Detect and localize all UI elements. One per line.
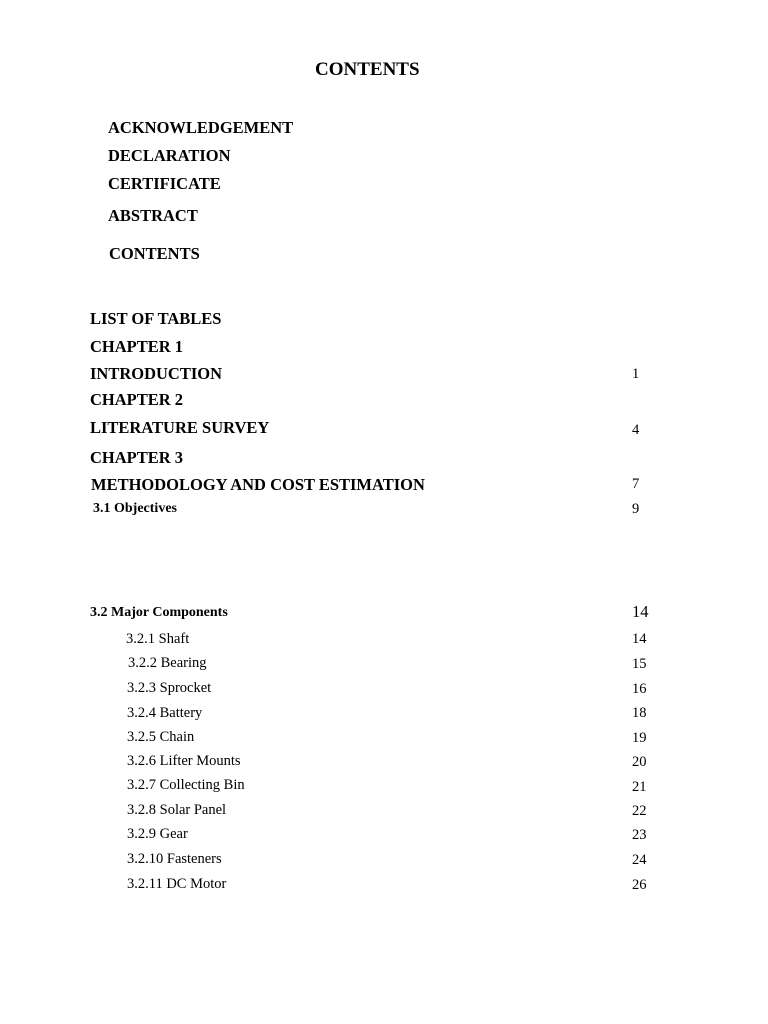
toc-page-number: 21 — [632, 779, 647, 795]
toc-page-number: 19 — [632, 730, 647, 746]
toc-chapter-2: CHAPTER 2 — [90, 390, 184, 409]
toc-introduction: INTRODUCTION — [90, 364, 223, 383]
toc-page-number: 14 — [632, 631, 647, 647]
toc-subsection: 3.2.4 Battery — [127, 705, 203, 721]
toc-subsection: 3.2.9 Gear — [127, 826, 188, 842]
toc-section-3-1: 3.1 Objectives — [93, 501, 177, 516]
toc-page-number: 16 — [632, 681, 647, 697]
toc-chapter-3: CHAPTER 3 — [90, 448, 184, 467]
toc-literature-survey: LITERATURE SURVEY — [90, 418, 270, 437]
toc-page-number: 23 — [632, 827, 647, 843]
toc-page-number: 15 — [632, 656, 647, 672]
toc-declaration: DECLARATION — [108, 146, 231, 165]
toc-contents: CONTENTS — [109, 244, 200, 263]
toc-subsection: 3.2.1 Shaft — [126, 631, 190, 647]
toc-list-of-tables: LIST OF TABLES — [90, 309, 222, 328]
toc-subsection: 3.2.8 Solar Panel — [127, 802, 227, 818]
toc-subsection: 3.2.10 Fasteners — [127, 851, 222, 867]
toc-page-number: 26 — [632, 877, 647, 893]
toc-abstract: ABSTRACT — [108, 206, 198, 225]
toc-page-number: 9 — [632, 501, 640, 517]
toc-page-number: 4 — [632, 422, 640, 438]
toc-page-number: 7 — [632, 476, 640, 492]
toc-page-number: 22 — [632, 803, 647, 819]
toc-page-number: 18 — [632, 705, 647, 721]
toc-chapter-1: CHAPTER 1 — [90, 337, 184, 356]
toc-subsection: 3.2.11 DC Motor — [127, 876, 227, 892]
toc-subsection: 3.2.6 Lifter Mounts — [127, 753, 241, 769]
toc-methodology: METHODOLOGY AND COST ESTIMATION — [91, 475, 425, 494]
toc-section-3-2: 3.2 Major Components — [90, 605, 228, 620]
toc-subsection: 3.2.3 Sprocket — [127, 680, 212, 696]
toc-acknowledgement: ACKNOWLEDGEMENT — [108, 118, 294, 137]
toc-page-number: 14 — [632, 602, 649, 621]
toc-page-number: 24 — [632, 852, 647, 868]
toc-subsection: 3.2.2 Bearing — [128, 655, 207, 671]
toc-page-number: 20 — [632, 754, 647, 770]
page-title: CONTENTS — [315, 59, 420, 80]
toc-certificate: CERTIFICATE — [108, 174, 221, 193]
toc-page-number: 1 — [632, 366, 640, 382]
toc-subsection: 3.2.5 Chain — [127, 729, 195, 745]
toc-subsection: 3.2.7 Collecting Bin — [127, 777, 245, 793]
